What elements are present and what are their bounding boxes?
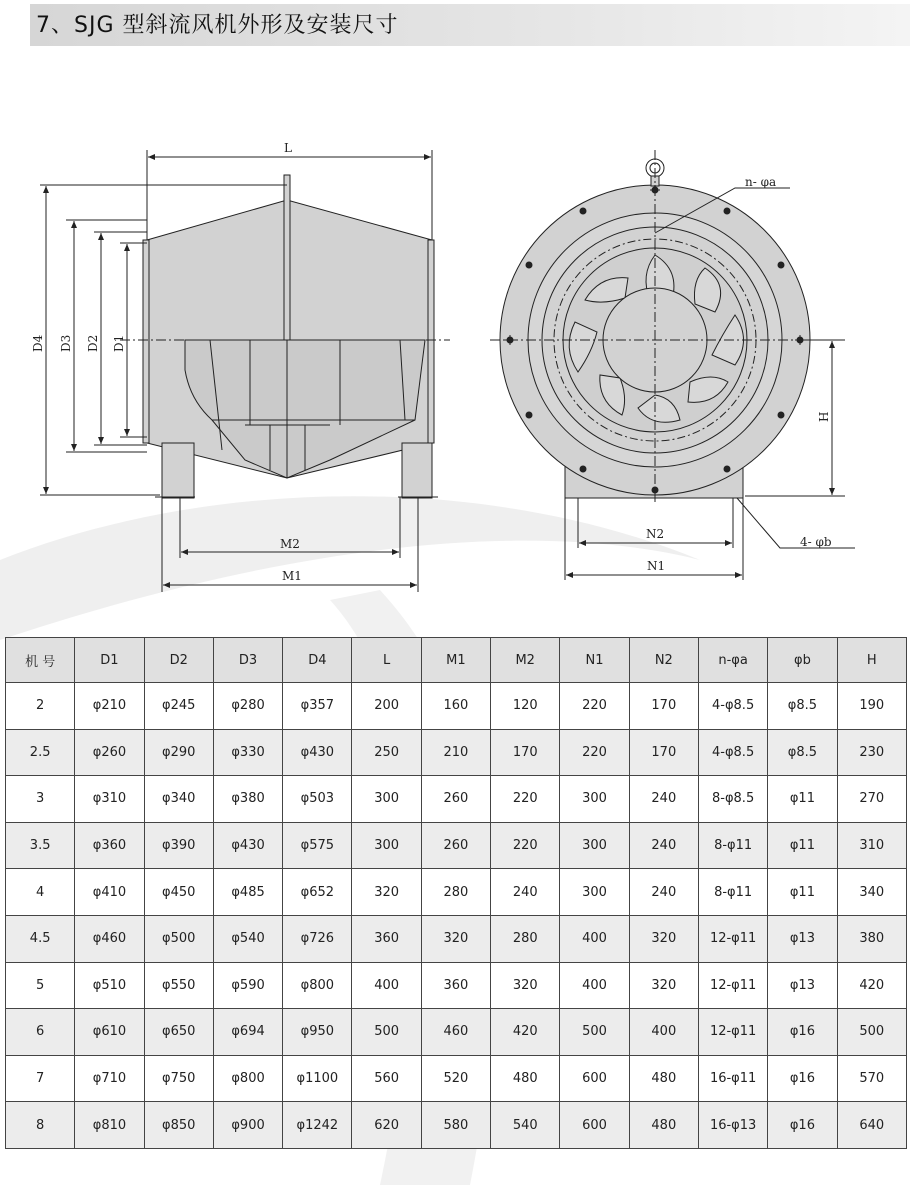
- table-cell: φ11: [768, 869, 837, 916]
- table-cell: φ310: [75, 776, 144, 823]
- table-cell: 420: [837, 962, 906, 1009]
- spec-table: [5, 637, 907, 1149]
- label-n-phi-a: n- φa: [745, 175, 777, 189]
- column-header: D4: [283, 638, 352, 683]
- table-cell: 300: [560, 776, 629, 823]
- table-cell: 600: [560, 1102, 629, 1149]
- table-cell: φ750: [144, 1055, 213, 1102]
- table-cell: 8-φ8.5: [698, 776, 767, 823]
- table-cell: 320: [352, 869, 421, 916]
- label-L: L: [284, 141, 292, 155]
- table-header-row: [6, 638, 907, 683]
- table-cell: 480: [629, 1055, 698, 1102]
- table-cell: 170: [629, 729, 698, 776]
- table-row: [6, 776, 907, 823]
- table-cell: φ16: [768, 1102, 837, 1149]
- table-cell: 4-φ8.5: [698, 729, 767, 776]
- table-cell: φ330: [213, 729, 282, 776]
- table-cell: 400: [629, 1009, 698, 1056]
- table-cell: 570: [837, 1055, 906, 1102]
- table-cell: 240: [491, 869, 560, 916]
- table-cell: 270: [837, 776, 906, 823]
- table-cell: 500: [560, 1009, 629, 1056]
- table-cell: φ340: [144, 776, 213, 823]
- page-title: 7、SJG 型斜流风机外形及安装尺寸: [36, 13, 399, 38]
- table-cell: φ390: [144, 822, 213, 869]
- table-cell: φ540: [213, 915, 282, 962]
- table-cell: φ1242: [283, 1102, 352, 1149]
- table-cell: 360: [352, 915, 421, 962]
- table-cell: 3.5: [6, 822, 75, 869]
- table-cell: 16-φ11: [698, 1055, 767, 1102]
- label-D1: D1: [112, 334, 126, 352]
- table-cell: 320: [629, 915, 698, 962]
- table-row: [6, 1055, 907, 1102]
- table-cell: 250: [352, 729, 421, 776]
- table-cell: 12-φ11: [698, 962, 767, 1009]
- table-body: [6, 683, 907, 1149]
- column-header: D3: [213, 638, 282, 683]
- table-cell: 260: [421, 822, 490, 869]
- table-row: [6, 822, 907, 869]
- table-cell: 310: [837, 822, 906, 869]
- table-row: [6, 869, 907, 916]
- label-H: H: [817, 411, 831, 422]
- label-D4: D4: [31, 334, 45, 352]
- table-cell: 300: [352, 822, 421, 869]
- table-cell: 420: [491, 1009, 560, 1056]
- table-cell: φ8.5: [768, 683, 837, 730]
- table-cell: φ13: [768, 915, 837, 962]
- table-cell: 230: [837, 729, 906, 776]
- table-cell: φ410: [75, 869, 144, 916]
- table-cell: 5: [6, 962, 75, 1009]
- table-cell: 160: [421, 683, 490, 730]
- column-header: φb: [768, 638, 837, 683]
- right-foot: [402, 443, 432, 498]
- column-header: N1: [560, 638, 629, 683]
- table-cell: 16-φ13: [698, 1102, 767, 1149]
- table-cell: φ245: [144, 683, 213, 730]
- lift-lug: [284, 175, 290, 340]
- table-cell: 200: [352, 683, 421, 730]
- table-cell: φ430: [213, 822, 282, 869]
- table-cell: 7: [6, 1055, 75, 1102]
- table-cell: φ485: [213, 869, 282, 916]
- table-cell: 8: [6, 1102, 75, 1149]
- table-cell: φ290: [144, 729, 213, 776]
- label-D2: D2: [86, 334, 100, 352]
- table-cell: 480: [629, 1102, 698, 1149]
- table-cell: φ450: [144, 869, 213, 916]
- table-cell: 170: [491, 729, 560, 776]
- table-cell: 240: [629, 776, 698, 823]
- table-cell: 300: [352, 776, 421, 823]
- label-4-phi-b: 4- φb: [800, 535, 832, 549]
- label-M1: M1: [282, 569, 302, 583]
- table-cell: 320: [491, 962, 560, 1009]
- table-cell: 500: [837, 1009, 906, 1056]
- table-cell: φ210: [75, 683, 144, 730]
- table-cell: 460: [421, 1009, 490, 1056]
- table-row: [6, 962, 907, 1009]
- table-cell: φ810: [75, 1102, 144, 1149]
- table-cell: 500: [352, 1009, 421, 1056]
- table-cell: 540: [491, 1102, 560, 1149]
- table-cell: φ650: [144, 1009, 213, 1056]
- table-cell: φ950: [283, 1009, 352, 1056]
- table-cell: 12-φ11: [698, 1009, 767, 1056]
- table-cell: φ610: [75, 1009, 144, 1056]
- table-cell: φ11: [768, 822, 837, 869]
- table-cell: 600: [560, 1055, 629, 1102]
- column-header: L: [352, 638, 421, 683]
- table-cell: φ1100: [283, 1055, 352, 1102]
- table-cell: φ710: [75, 1055, 144, 1102]
- table-cell: 2: [6, 683, 75, 730]
- table-cell: φ652: [283, 869, 352, 916]
- table-cell: φ726: [283, 915, 352, 962]
- column-header: D1: [75, 638, 144, 683]
- table-cell: 4-φ8.5: [698, 683, 767, 730]
- table-cell: 220: [491, 822, 560, 869]
- table-cell: φ360: [75, 822, 144, 869]
- table-cell: 280: [491, 915, 560, 962]
- table-cell: φ8.5: [768, 729, 837, 776]
- table-cell: 620: [352, 1102, 421, 1149]
- table-cell: 320: [629, 962, 698, 1009]
- table-row: [6, 915, 907, 962]
- left-foot: [162, 443, 194, 498]
- side-view: [40, 150, 450, 592]
- table-cell: φ430: [283, 729, 352, 776]
- table-cell: 2.5: [6, 729, 75, 776]
- table-cell: 520: [421, 1055, 490, 1102]
- table-row: [6, 1009, 907, 1056]
- table-cell: φ260: [75, 729, 144, 776]
- table-row: [6, 683, 907, 730]
- table-cell: φ900: [213, 1102, 282, 1149]
- table-cell: φ500: [144, 915, 213, 962]
- table-cell: 190: [837, 683, 906, 730]
- table-cell: 380: [837, 915, 906, 962]
- table-cell: 640: [837, 1102, 906, 1149]
- table-cell: 480: [491, 1055, 560, 1102]
- table-cell: φ16: [768, 1055, 837, 1102]
- table-cell: 360: [421, 962, 490, 1009]
- table-cell: 220: [491, 776, 560, 823]
- table-cell: 220: [560, 683, 629, 730]
- label-D3: D3: [59, 334, 73, 352]
- table-cell: φ550: [144, 962, 213, 1009]
- table-cell: φ575: [283, 822, 352, 869]
- table-row: [6, 1102, 907, 1149]
- table-cell: 210: [421, 729, 490, 776]
- table-cell: 240: [629, 822, 698, 869]
- table-cell: 170: [629, 683, 698, 730]
- table-cell: 260: [421, 776, 490, 823]
- table-cell: φ850: [144, 1102, 213, 1149]
- table-cell: 280: [421, 869, 490, 916]
- table-cell: 120: [491, 683, 560, 730]
- table-cell: φ357: [283, 683, 352, 730]
- table-cell: 240: [629, 869, 698, 916]
- table-cell: 4.5: [6, 915, 75, 962]
- table-cell: 560: [352, 1055, 421, 1102]
- table-cell: 4: [6, 869, 75, 916]
- table-cell: 8-φ11: [698, 822, 767, 869]
- table-cell: 400: [560, 962, 629, 1009]
- table-cell: φ800: [283, 962, 352, 1009]
- table-cell: φ380: [213, 776, 282, 823]
- table-cell: 6: [6, 1009, 75, 1056]
- table-cell: 400: [352, 962, 421, 1009]
- column-header: M1: [421, 638, 490, 683]
- fan-dimension-drawing: [0, 60, 910, 600]
- front-view: [490, 150, 855, 580]
- table-cell: φ13: [768, 962, 837, 1009]
- column-header: n-φa: [698, 638, 767, 683]
- column-header: D2: [144, 638, 213, 683]
- table-cell: 580: [421, 1102, 490, 1149]
- table-cell: 3: [6, 776, 75, 823]
- table-cell: 220: [560, 729, 629, 776]
- table-cell: φ503: [283, 776, 352, 823]
- column-header: N2: [629, 638, 698, 683]
- label-M2: M2: [280, 537, 300, 551]
- table-cell: 300: [560, 822, 629, 869]
- table-cell: 300: [560, 869, 629, 916]
- table-cell: φ16: [768, 1009, 837, 1056]
- label-N1: N1: [647, 559, 666, 573]
- table-cell: φ460: [75, 915, 144, 962]
- table-cell: φ800: [213, 1055, 282, 1102]
- table-row: [6, 729, 907, 776]
- table-cell: 320: [421, 915, 490, 962]
- table-cell: φ11: [768, 776, 837, 823]
- table-cell: φ590: [213, 962, 282, 1009]
- table-cell: φ510: [75, 962, 144, 1009]
- table-cell: φ280: [213, 683, 282, 730]
- label-N2: N2: [646, 527, 665, 541]
- column-header: M2: [491, 638, 560, 683]
- table-cell: 400: [560, 915, 629, 962]
- table-cell: φ694: [213, 1009, 282, 1056]
- table-cell: 8-φ11: [698, 869, 767, 916]
- column-header: 机 号: [6, 638, 75, 683]
- column-header: H: [837, 638, 906, 683]
- table-cell: 340: [837, 869, 906, 916]
- table-cell: 12-φ11: [698, 915, 767, 962]
